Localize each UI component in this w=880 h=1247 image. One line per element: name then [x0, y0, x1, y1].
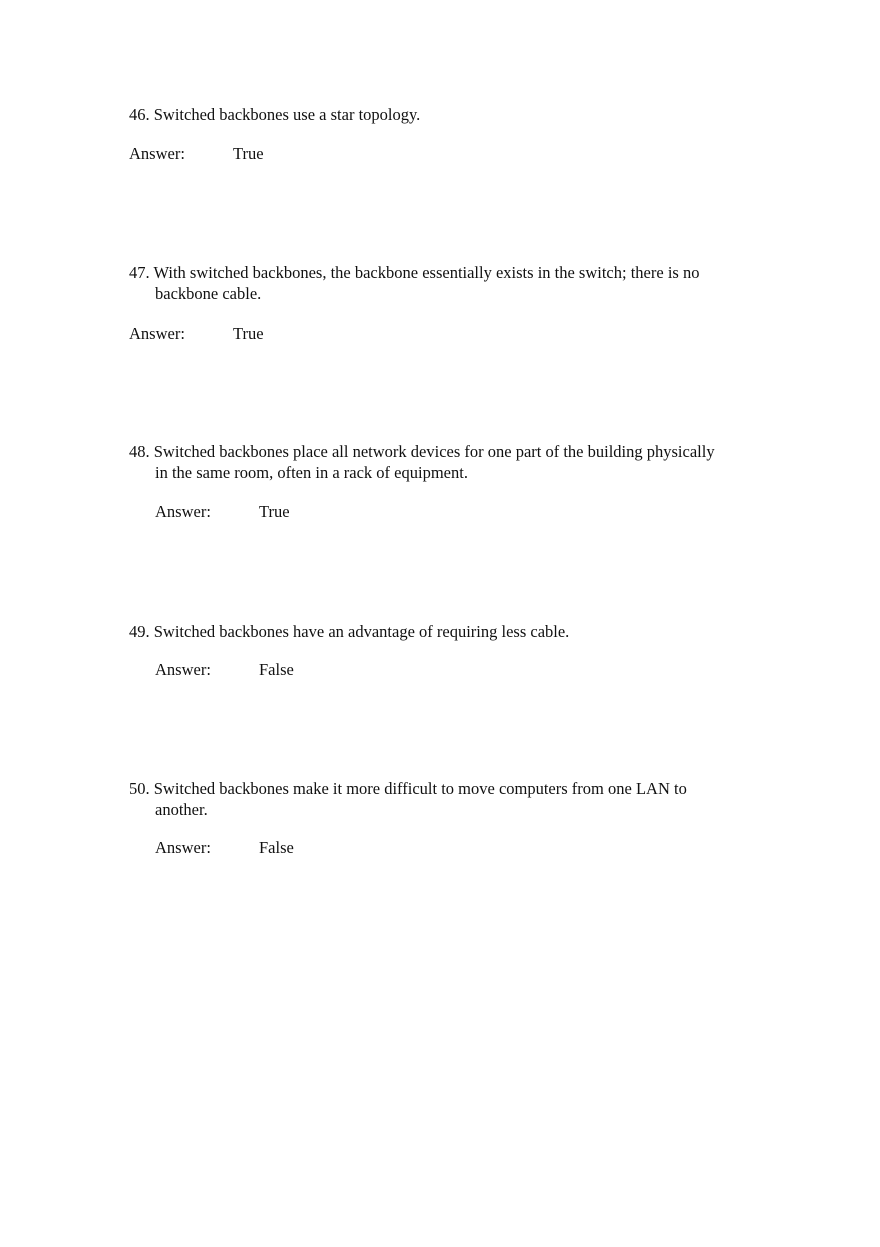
question-46 — [129, 104, 769, 125]
question-text-line: 47. With switched backbones, the backbone essentially exists in the switch; there is no — [129, 263, 700, 282]
answer-label: Answer: — [129, 324, 185, 343]
answer-value: True — [233, 144, 264, 163]
answer-row-50 — [155, 837, 294, 858]
answer-value: False — [259, 838, 294, 857]
question-text-line: in the same room, often in a rack of equipment. — [155, 463, 468, 482]
answer-label: Answer: — [155, 838, 211, 857]
question-47 — [129, 262, 769, 304]
answer-value: True — [233, 324, 264, 343]
answer-row-47 — [129, 323, 264, 344]
answer-label: Answer: — [155, 660, 211, 679]
answer-label: Answer: — [129, 144, 185, 163]
answer-label: Answer: — [155, 502, 211, 521]
question-48 — [129, 441, 769, 483]
answer-row-48 — [155, 501, 290, 522]
answer-row-49 — [155, 659, 294, 680]
question-text-line: backbone cable. — [155, 284, 262, 303]
question-49 — [129, 621, 769, 642]
answer-row-46 — [129, 143, 264, 164]
question-text-line: 50. Switched backbones make it more difficult to move computers from one LAN to — [129, 779, 687, 798]
question-text-line: 46. Switched backbones use a star topology. — [129, 105, 421, 124]
question-text-line: 48. Switched backbones place all network devices for one part of the building physically — [129, 442, 715, 461]
answer-value: True — [259, 502, 290, 521]
question-50 — [129, 778, 769, 820]
answer-value: False — [259, 660, 294, 679]
question-text-line: 49. Switched backbones have an advantage of requiring less cable. — [129, 622, 570, 641]
question-text-line: another. — [155, 800, 208, 819]
